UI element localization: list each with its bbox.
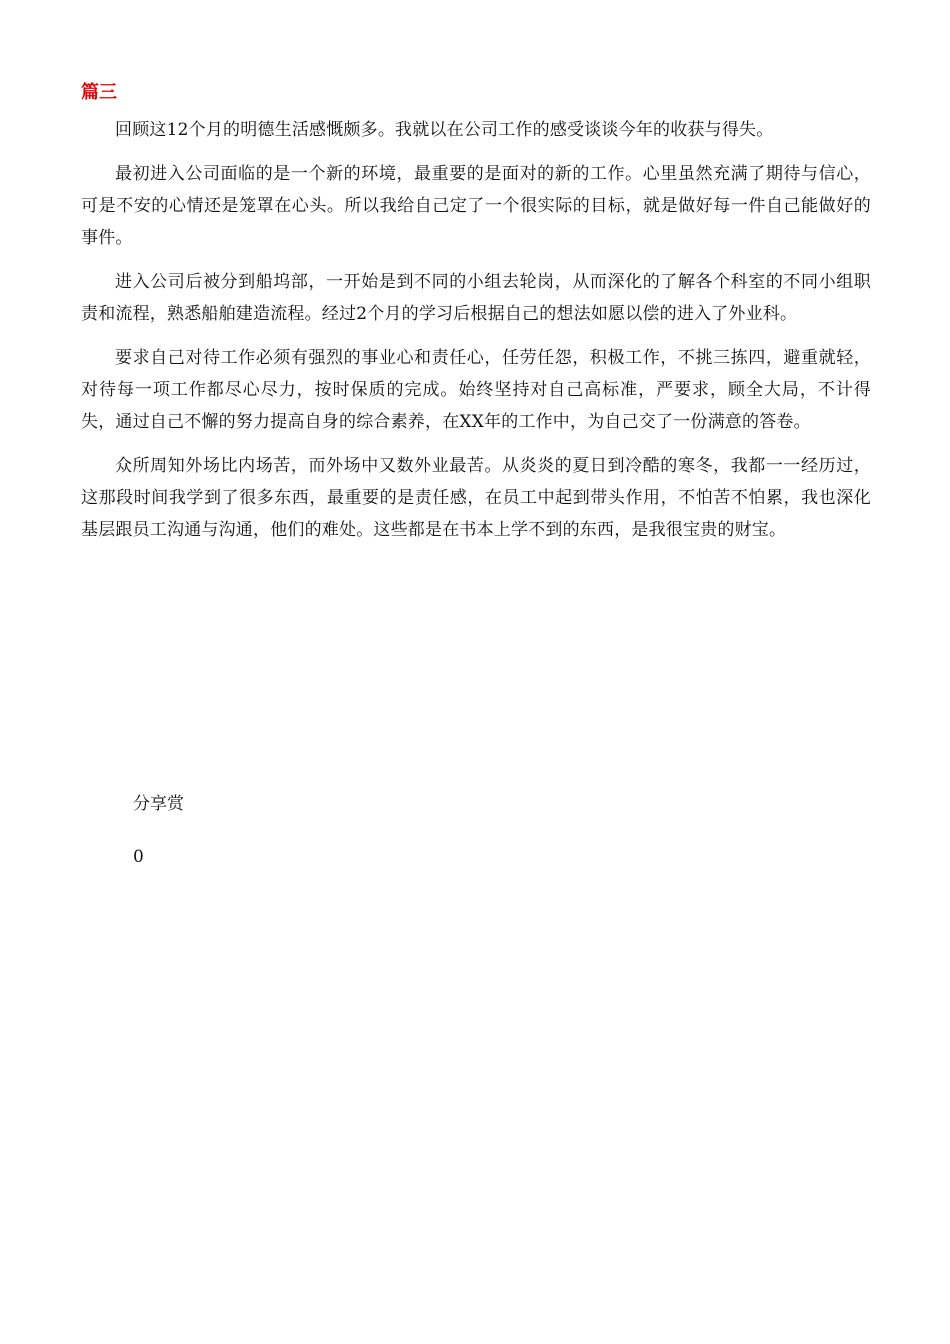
paragraph: 众所周知外场比内场苦，而外场中又数外业最苦。从炎炎的夏日到冷酷的寒冬，我都一一经历过，这那段时间我学到了很多东西，最重要的是责任感，在员工中起到带头作用，不怕苦不怕累，我也深化基层跟员工沟通与沟通，他们的难处。这些都是在书本上学不到的东西，是我很宝贵的财宝。: [81, 456, 871, 540]
share-count: 0: [133, 847, 144, 867]
paragraph: 要求自己对待工作必须有强烈的事业心和责任心，任劳任怨，积极工作，不挑三拣四，避重就轻，对待每一项工作都尽心尽力，按时保质的完成。始终坚持对自己高标准，严要求，顾全大局，不计得失，通过自己不懈的努力提高自身的综合素养，在XX年的工作中，为自己交了一份满意的答卷。: [81, 348, 871, 432]
paragraph: 最初进入公司面临的是一个新的环境，最重要的是面对的新的工作。心里虽然充满了期待与信心，可是不安的心情还是笼罩在心头。所以我给自己定了一个很实际的目标，就是做好每一件自己能做好的事件。: [81, 164, 871, 248]
paragraph: 进入公司后被分到船坞部，一开始是到不同的小组去轮岗，从而深化的了解各个科室的不同小组职责和流程，熟悉船舶建造流程。经过2个月的学习后根据自己的想法如愿以偿的进入了外业科。: [81, 272, 871, 324]
section-heading: 篇三: [81, 82, 117, 103]
article-body: [81, 114, 871, 558]
paragraph: 回顾这12个月的明德生活感慨颇多。我就以在公司工作的感受谈谈今年的收获与得失。: [115, 120, 774, 140]
share-reward-label[interactable]: 分享赏: [133, 794, 184, 814]
